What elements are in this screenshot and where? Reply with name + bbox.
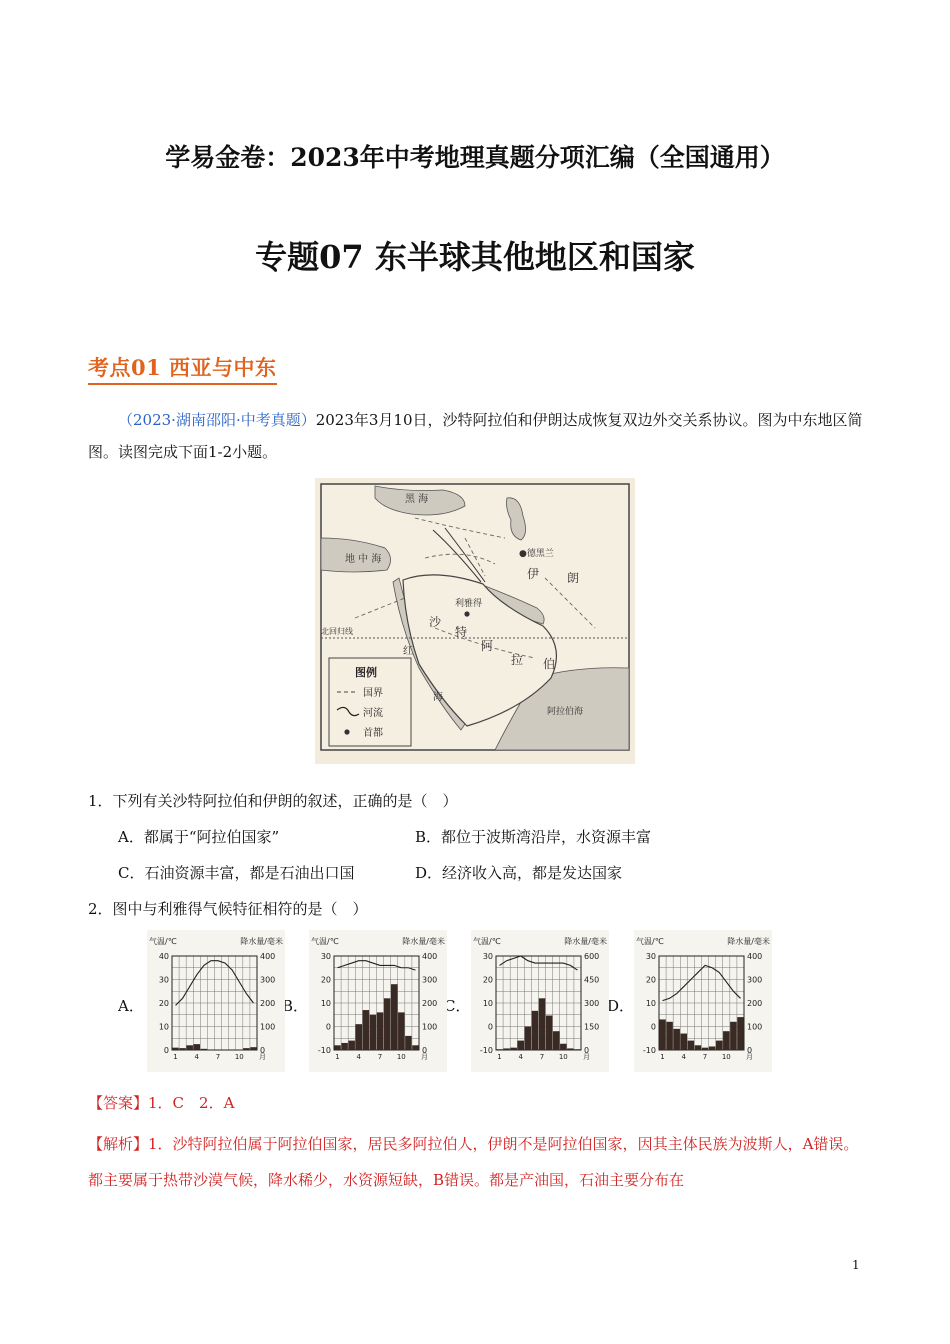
precip-bar [673, 1029, 679, 1050]
tick-label-left: 30 [482, 952, 493, 961]
precip-bar [695, 1045, 701, 1050]
map-label-iran-2: 朗 [567, 571, 580, 585]
map-label-tropic: 北回归线 [321, 627, 353, 636]
q1-option-c: C．石油资源丰富，都是石油出口国 [118, 864, 355, 882]
tick-label-left: 20 [482, 975, 493, 985]
tick-label-x: 10 [558, 1053, 568, 1061]
precip-bar [398, 1012, 404, 1050]
tick-label-right: 300 [584, 999, 600, 1008]
tick-label-right: 300 [260, 975, 276, 985]
precip-bar [391, 984, 397, 1050]
tick-label-left: 10 [320, 999, 331, 1008]
tick-label-right: 300 [747, 975, 763, 985]
q1-stem: 1．下列有关沙特阿拉伯和伊朗的叙述，正确的是（ ） [88, 792, 458, 810]
tick-label-x: 月 [746, 1053, 753, 1061]
tick-label-right: 0 [422, 1046, 428, 1055]
tick-label-left: 0 [163, 1046, 169, 1055]
map-label-riyadh: 利雅得 [455, 599, 483, 609]
tick-label-left: 20 [645, 975, 656, 985]
precip-bar [723, 1031, 729, 1050]
precip-bar [503, 1048, 509, 1050]
precip-bar [201, 1049, 207, 1050]
precip-bar [546, 1016, 552, 1050]
tick-label-right: 0 [747, 1046, 753, 1055]
precip-bar [518, 1041, 524, 1050]
tick-label-left: -10 [642, 1046, 656, 1055]
tick-label-x: 7 [377, 1053, 383, 1061]
map-label-tehran: ●德黑兰 [519, 549, 554, 559]
precip-bar [560, 1044, 566, 1050]
answer-text: 1．C 2．A [148, 1094, 235, 1112]
map-label-saudi-2: 特 [455, 625, 468, 639]
tick-label-x: 1 [497, 1053, 502, 1061]
tick-label-x: 10 [396, 1053, 406, 1061]
tick-label-left: 10 [158, 1022, 169, 1032]
tick-label-x: 1 [660, 1053, 665, 1061]
tick-label-right: 400 [422, 952, 438, 961]
climate-chart-b [309, 930, 447, 1072]
precip-bar [363, 1010, 369, 1050]
precip-bar [539, 998, 545, 1050]
precip-bar [405, 1036, 411, 1050]
tick-label-left: 30 [158, 975, 169, 985]
tick-label-right: 200 [747, 999, 763, 1008]
tick-label-left: 0 [487, 1022, 493, 1032]
q2-stem: 2．图中与利雅得气候特征相符的是（ ） [88, 900, 368, 918]
precip-bar [525, 1027, 531, 1051]
precip-bar [737, 1017, 743, 1050]
tick-label-x: 4 [194, 1053, 200, 1061]
tick-label-right: 100 [422, 1022, 438, 1032]
chart-ylabel-right: 降水量/毫米 [564, 937, 607, 946]
tick-label-left: 0 [325, 1022, 331, 1032]
tick-label-right: 200 [422, 999, 438, 1008]
tick-label-right: 300 [422, 975, 438, 985]
precip-bar [348, 1041, 354, 1050]
map-label-saudi-4: 拉 [511, 653, 524, 667]
intro-paragraph [88, 404, 864, 468]
map-label-iran-1: 伊 [527, 567, 540, 581]
q1-option-a: A．都属于“阿拉伯国家” [118, 828, 280, 846]
doc-subtitle: 专题07 东半球其他地区和国家 [255, 238, 695, 276]
precip-bar [384, 998, 390, 1050]
climate-chart-c [471, 930, 609, 1072]
map-label-saudi-5: 伯 [543, 657, 556, 671]
tick-label-left: 20 [320, 975, 331, 985]
precip-bar [412, 1045, 418, 1050]
chart-ylabel-right: 降水量/毫米 [240, 937, 283, 946]
tick-label-left: 30 [645, 952, 656, 961]
climate-chart-a [147, 930, 285, 1072]
tick-label-x: 月 [583, 1053, 590, 1061]
climate-chart-d [634, 930, 772, 1072]
legend-capital: 首都 [363, 728, 383, 739]
q2-option-b-label: B． [282, 997, 309, 1015]
intro-text: 2023年3月10日，沙特阿拉伯和伊朗达成恢复双边外交关系协议。图为中东地区简图。读图完成下面1-2小题。 [88, 411, 863, 461]
precip-bar [709, 1046, 715, 1050]
answer-label: 【答案】 [88, 1094, 149, 1112]
chart-ylabel-right: 降水量/毫米 [727, 937, 770, 946]
analysis-paragraph [88, 1126, 864, 1198]
tick-label-left: 10 [482, 999, 493, 1008]
section-heading: 考点01 西亚与中东 [88, 352, 277, 385]
precip-bar [186, 1045, 192, 1050]
precip-bar [334, 1045, 340, 1050]
precip-bar [194, 1044, 200, 1050]
precip-bar [730, 1022, 736, 1050]
tick-label-right: 0 [260, 1046, 266, 1055]
precip-bar [341, 1043, 347, 1050]
tick-label-right: 100 [260, 1022, 276, 1032]
precip-bar [666, 1022, 672, 1050]
map-label-red-sea-2: 海 [433, 692, 443, 703]
tick-label-right: 450 [584, 975, 600, 985]
tick-label-right: 400 [260, 952, 276, 961]
q2-option-c-label: C． [444, 997, 471, 1015]
tick-label-x: 月 [259, 1053, 266, 1061]
tick-label-right: 150 [584, 1022, 600, 1032]
tick-label-x: 1 [173, 1053, 178, 1061]
precip-bar [681, 1034, 687, 1050]
map-label-red-sea-1: 红 [403, 646, 413, 657]
legend-title: 图例 [355, 666, 377, 679]
tick-label-left: 10 [645, 999, 656, 1008]
q2-option-d-label: D． [607, 997, 635, 1015]
chart-ylabel-left: 气温/℃ [149, 937, 177, 946]
precip-bar [370, 1015, 376, 1050]
middle-east-map [315, 478, 635, 764]
tick-label-left: -10 [317, 1046, 331, 1055]
precip-bar [356, 1024, 362, 1050]
tick-label-right: 100 [747, 1022, 763, 1032]
precip-bar [532, 1011, 538, 1050]
map-legend [329, 658, 411, 746]
q2-option-a-label: A． [118, 997, 144, 1015]
precip-bar [574, 1049, 580, 1050]
precip-bar [553, 1031, 559, 1050]
tick-label-left: -10 [479, 1046, 493, 1055]
intro-source: （2023·湖南邵阳·中考真题） [118, 411, 316, 429]
riyadh-dot [464, 611, 469, 616]
precip-bar [659, 1019, 665, 1050]
precip-bar [716, 1041, 722, 1050]
map-label-saudi-3: 阿 [481, 639, 494, 653]
analysis-text: 1．沙特阿拉伯属于阿拉伯国家，居民多阿拉伯人，伊朗不是阿拉伯国家，因其主体民族为波斯人，A错误。都主要属于热带沙漠气候，降水稀少，水资源短缺，B错误。都是产油国，石油主要分布在 [88, 1135, 859, 1189]
tick-label-x: 1 [335, 1053, 340, 1061]
legend-border: 国界 [363, 688, 383, 699]
chart-ylabel-left: 气温/℃ [473, 937, 501, 946]
chart-ylabel-right: 降水量/毫米 [402, 937, 445, 946]
tick-label-x: 10 [234, 1053, 244, 1061]
tick-label-right: 400 [747, 952, 763, 961]
precip-bar [172, 1048, 178, 1050]
precip-bar [688, 1041, 694, 1050]
tick-label-x: 7 [215, 1053, 221, 1061]
tick-label-right: 0 [584, 1046, 590, 1055]
tick-label-left: 30 [320, 952, 331, 961]
legend-river: 河流 [363, 708, 383, 719]
tick-label-x: 月 [421, 1053, 428, 1061]
map-label-mediterranean: 地 中 海 [345, 554, 382, 565]
q1-option-b: B．都位于波斯湾沿岸，水资源丰富 [415, 828, 652, 846]
chart-ylabel-left: 气温/℃ [311, 937, 339, 946]
page-number: 1 [852, 1258, 860, 1272]
tick-label-left: 40 [158, 952, 169, 961]
tick-label-x: 4 [356, 1053, 362, 1061]
tick-label-x: 7 [702, 1053, 708, 1061]
map-label-arabian-sea: 阿拉伯海 [547, 707, 584, 717]
analysis-label: 【解析】 [88, 1135, 149, 1153]
tick-label-left: 0 [650, 1022, 656, 1032]
q1-option-d: D．经济收入高，都是发达国家 [415, 864, 623, 882]
precip-bar [510, 1048, 516, 1050]
map-label-black-sea: 黑 海 [405, 494, 429, 505]
precip-bar [179, 1048, 185, 1050]
precip-bar [567, 1048, 573, 1050]
tick-label-right: 600 [584, 952, 600, 961]
tick-label-right: 200 [260, 999, 276, 1008]
tick-label-x: 4 [681, 1053, 687, 1061]
map-label-saudi-1: 沙 [429, 615, 442, 629]
precip-bar [250, 1047, 256, 1050]
precip-bar [243, 1048, 249, 1050]
precip-bar [377, 1012, 383, 1050]
tick-label-x: 7 [539, 1053, 545, 1061]
tick-label-x: 10 [721, 1053, 731, 1061]
doc-title: 学易金卷：2023年中考地理真题分项汇编（全国通用） [165, 143, 785, 172]
tick-label-left: 20 [158, 999, 169, 1008]
answer-line [88, 1092, 234, 1113]
precip-bar [702, 1048, 708, 1050]
precip-bar [496, 1049, 502, 1050]
chart-ylabel-left: 气温/℃ [636, 937, 664, 946]
tick-label-x: 4 [518, 1053, 524, 1061]
